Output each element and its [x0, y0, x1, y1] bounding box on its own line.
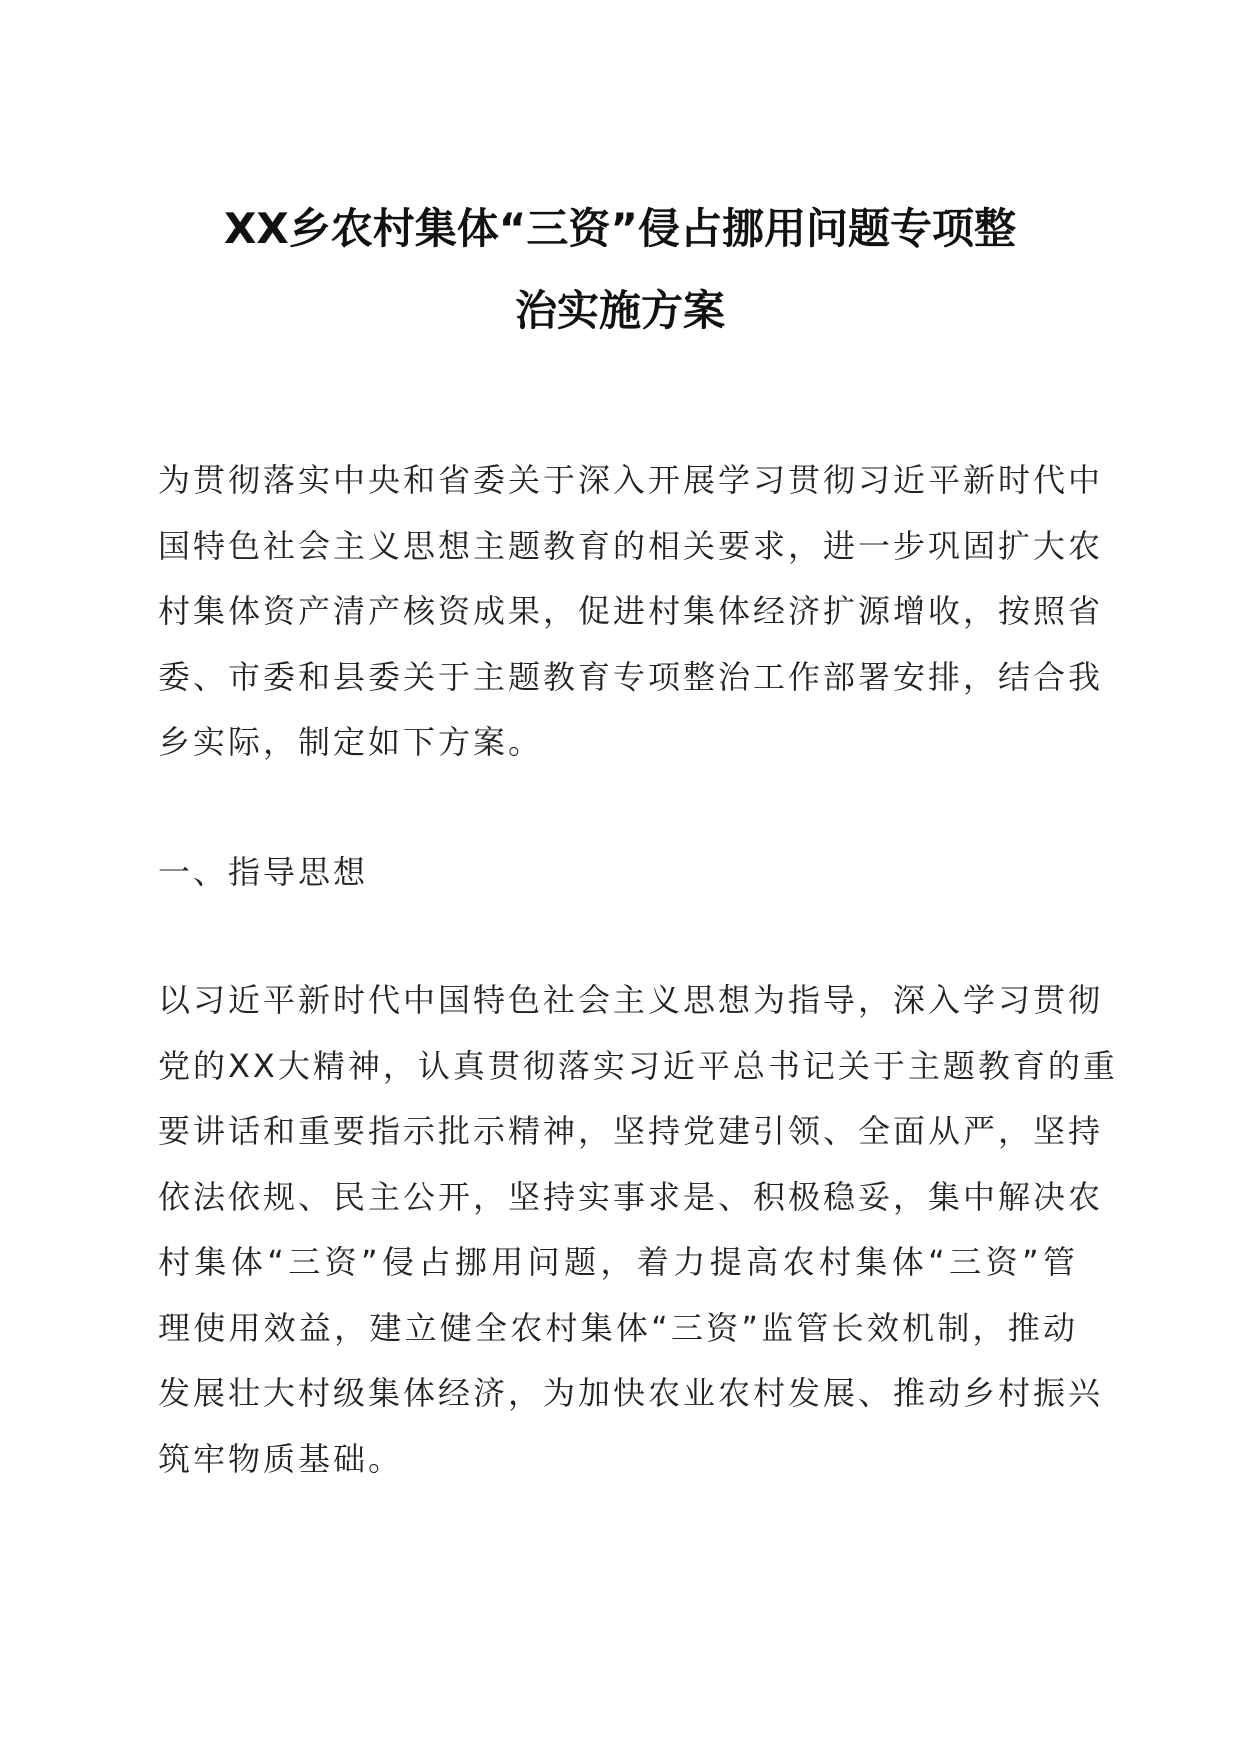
text-line: 为贯彻落实中央和省委关于深入开展学习贯彻习近平新时代中: [158, 461, 1104, 499]
text-line: 党的XX大精神，认真贯彻落实习近平总书记关于主题教育的重: [158, 1046, 1118, 1085]
text-line: 乡实际，制定如下方案。: [158, 723, 544, 761]
text-line: 国特色社会主义思想主题教育的相关要求，进一步巩固扩大农: [158, 526, 1104, 565]
text-line: 村集体资产清产核资成果，促进村集体经济扩源增收，按照省: [158, 592, 1104, 630]
section-heading: [158, 840, 1078, 906]
text-line: 要讲话和重要指示批示精神，坚持党建引领、全面从严，坚持: [158, 1112, 1104, 1150]
document-title: [160, 188, 1080, 352]
text-line: 理使用效益，建立健全农村集体“三资”监管长效机制，推动: [158, 1308, 1078, 1347]
text-line: 村集体“三资”侵占挪用问题，着力提高农村集体“三资”管: [158, 1243, 1078, 1281]
text-line: 以习近平新时代中国特色社会主义思想为指导，深入学习贯彻: [158, 981, 1104, 1019]
text-line: 筑牢物质基础。: [158, 1439, 404, 1478]
intro-paragraph: [158, 448, 1104, 776]
title-line: 治实施方案: [514, 286, 725, 335]
section-paragraph: [158, 968, 1118, 1492]
text-line: 委、市委和县委关于主题教育专项整治工作部署安排，结合我: [158, 657, 1104, 696]
title-line: XX乡农村集体“三资”侵占挪用问题专项整: [224, 204, 1016, 253]
text-line: 发展壮大村级集体经济，为加快农业农村发展、推动乡村振兴: [158, 1374, 1104, 1412]
section-heading-text: 一、指导思想: [158, 853, 369, 891]
text-line: 依法依规、民主公开，坚持实事求是、积极稳妥，集中解决农: [158, 1177, 1104, 1216]
